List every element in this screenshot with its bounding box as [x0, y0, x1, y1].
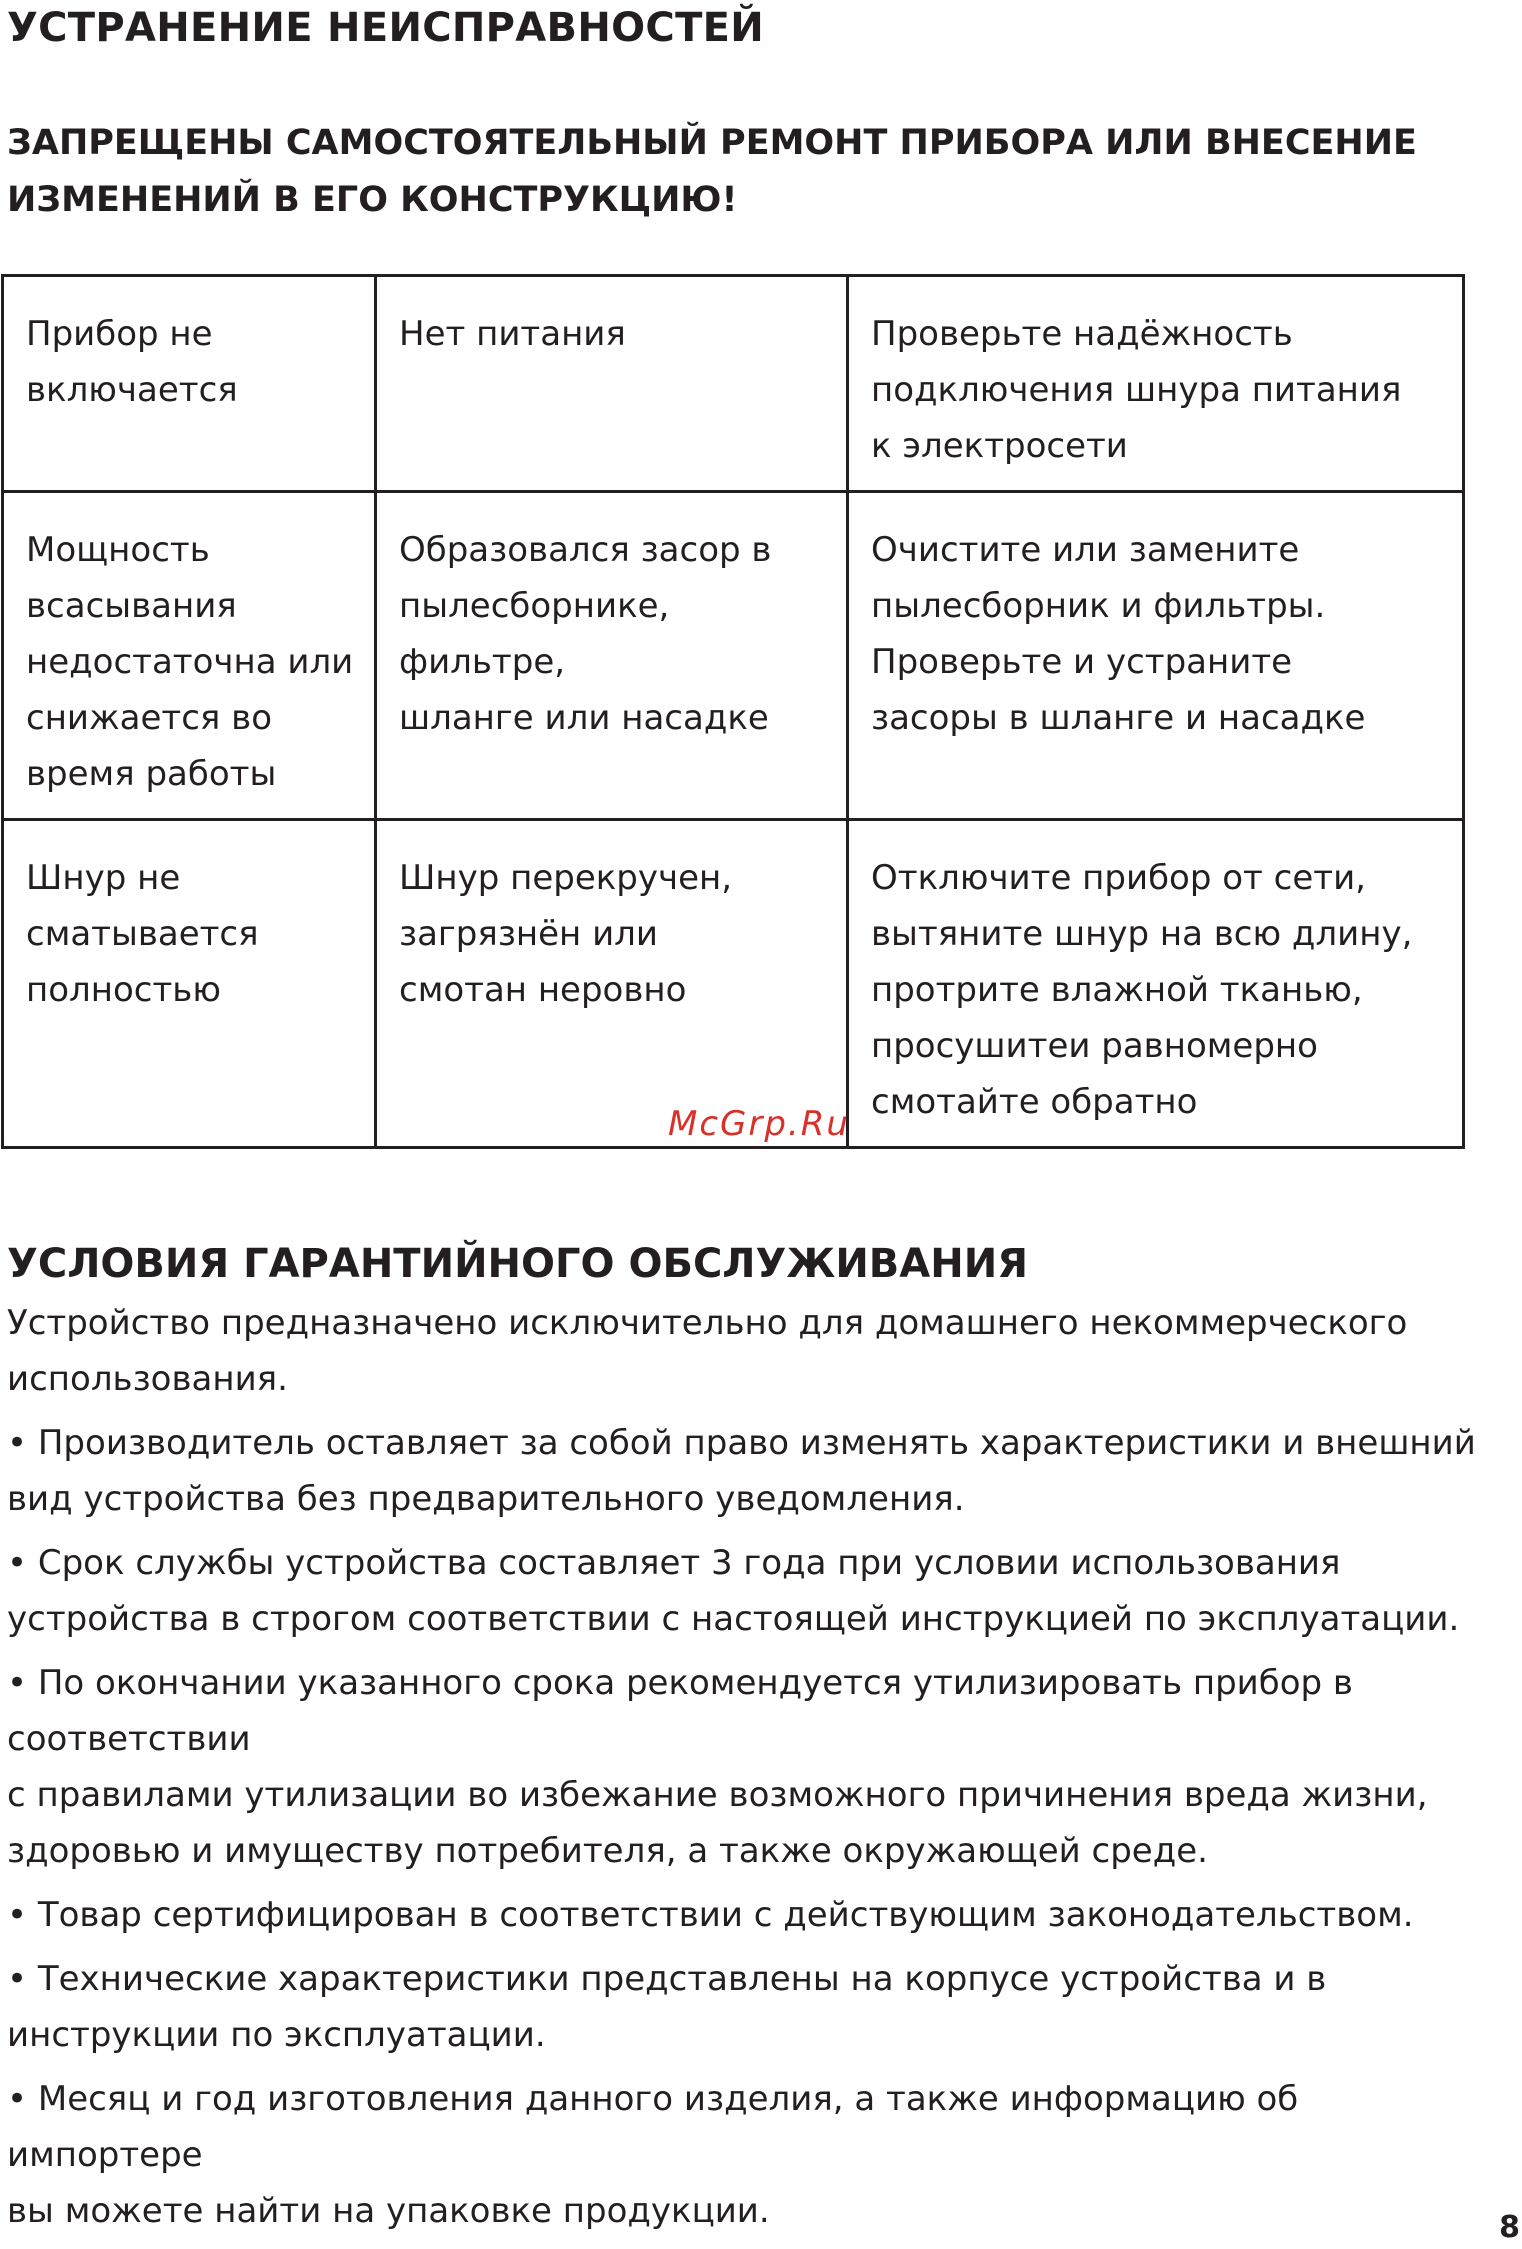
cause-cell: Образовался засор в пылесборнике, фильтре, шланге или насадке	[376, 492, 848, 820]
table-row	[3, 492, 1464, 820]
warranty-item: • Срок службы устройства составляет 3 года при условии использования устройства в строгом соответствии с настоящей инструкцией по эксплуатации.	[7, 1543, 1460, 1639]
warranty-text	[7, 1295, 1487, 2247]
page-number: 8	[1499, 2210, 1520, 2245]
warranty-item: • Товар сертифицирован в соответствии с действующим законодательством.	[7, 1895, 1414, 1935]
cause-cell: Шнур перекручен, загрязнён или смотан неровно	[376, 820, 848, 1148]
warranty-intro: Устройство предназначено исключительно для домашнего некоммерческого использования.	[7, 1303, 1408, 1399]
cause-cell: Нет питания	[376, 276, 848, 492]
warranty-item: • Месяц и год изготовления данного изделия, а также информацию об импортере вы можете найти на упаковке продукции.	[7, 2079, 1299, 2231]
solution-cell: Проверьте надёжность подключения шнура питания к электросети	[848, 276, 1464, 492]
warranty-item: • По окончании указанного срока рекомендуется утилизировать прибор в соответствии с правилами утилизации во избежание возможного причинения вреда жизни, здоровью и имуществу потребителя, а также окружающей среде.	[7, 1663, 1428, 1871]
watermark: McGrp.Ru	[668, 1104, 850, 1144]
solution-cell: Отключите прибор от сети, вытяните шнур на всю длину, протрите влажной тканью, просушитеи равномерно смотайте обратно	[848, 820, 1464, 1148]
troubleshooting-table	[1, 274, 1465, 1149]
warranty-title: УСЛОВИЯ ГАРАНТИЙНОГО ОБСЛУЖИВАНИЯ	[7, 1241, 1028, 1287]
table-row	[3, 276, 1464, 492]
problem-cell: Шнур не сматывается полностью	[3, 820, 376, 1148]
troubleshooting-title: УСТРАНЕНИЕ НЕИСПРАВНОСТЕЙ	[7, 5, 765, 51]
problem-cell: Мощность всасывания недостаточна или снижается во время работы	[3, 492, 376, 820]
repair-warning: ЗАПРЕЩЕНЫ САМОСТОЯТЕЛЬНЫЙ РЕМОНТ ПРИБОРА ИЛИ ВНЕСЕНИЕ ИЗМЕНЕНИЙ В ЕГО КОНСТРУКЦИЮ!	[7, 123, 1417, 220]
table-row	[3, 820, 1464, 1148]
warranty-item: • Технические характеристики представлены на корпусе устройства и в инструкции по эксплуатации.	[7, 1959, 1327, 2055]
solution-cell: Очистите или замените пылесборник и фильтры. Проверьте и устраните засоры в шланге и насадке	[848, 492, 1464, 820]
problem-cell: Прибор не включается	[3, 276, 376, 492]
warranty-item: • Производитель оставляет за собой право изменять характеристики и внешний вид устройства без предварительного уведомления.	[7, 1423, 1476, 1519]
